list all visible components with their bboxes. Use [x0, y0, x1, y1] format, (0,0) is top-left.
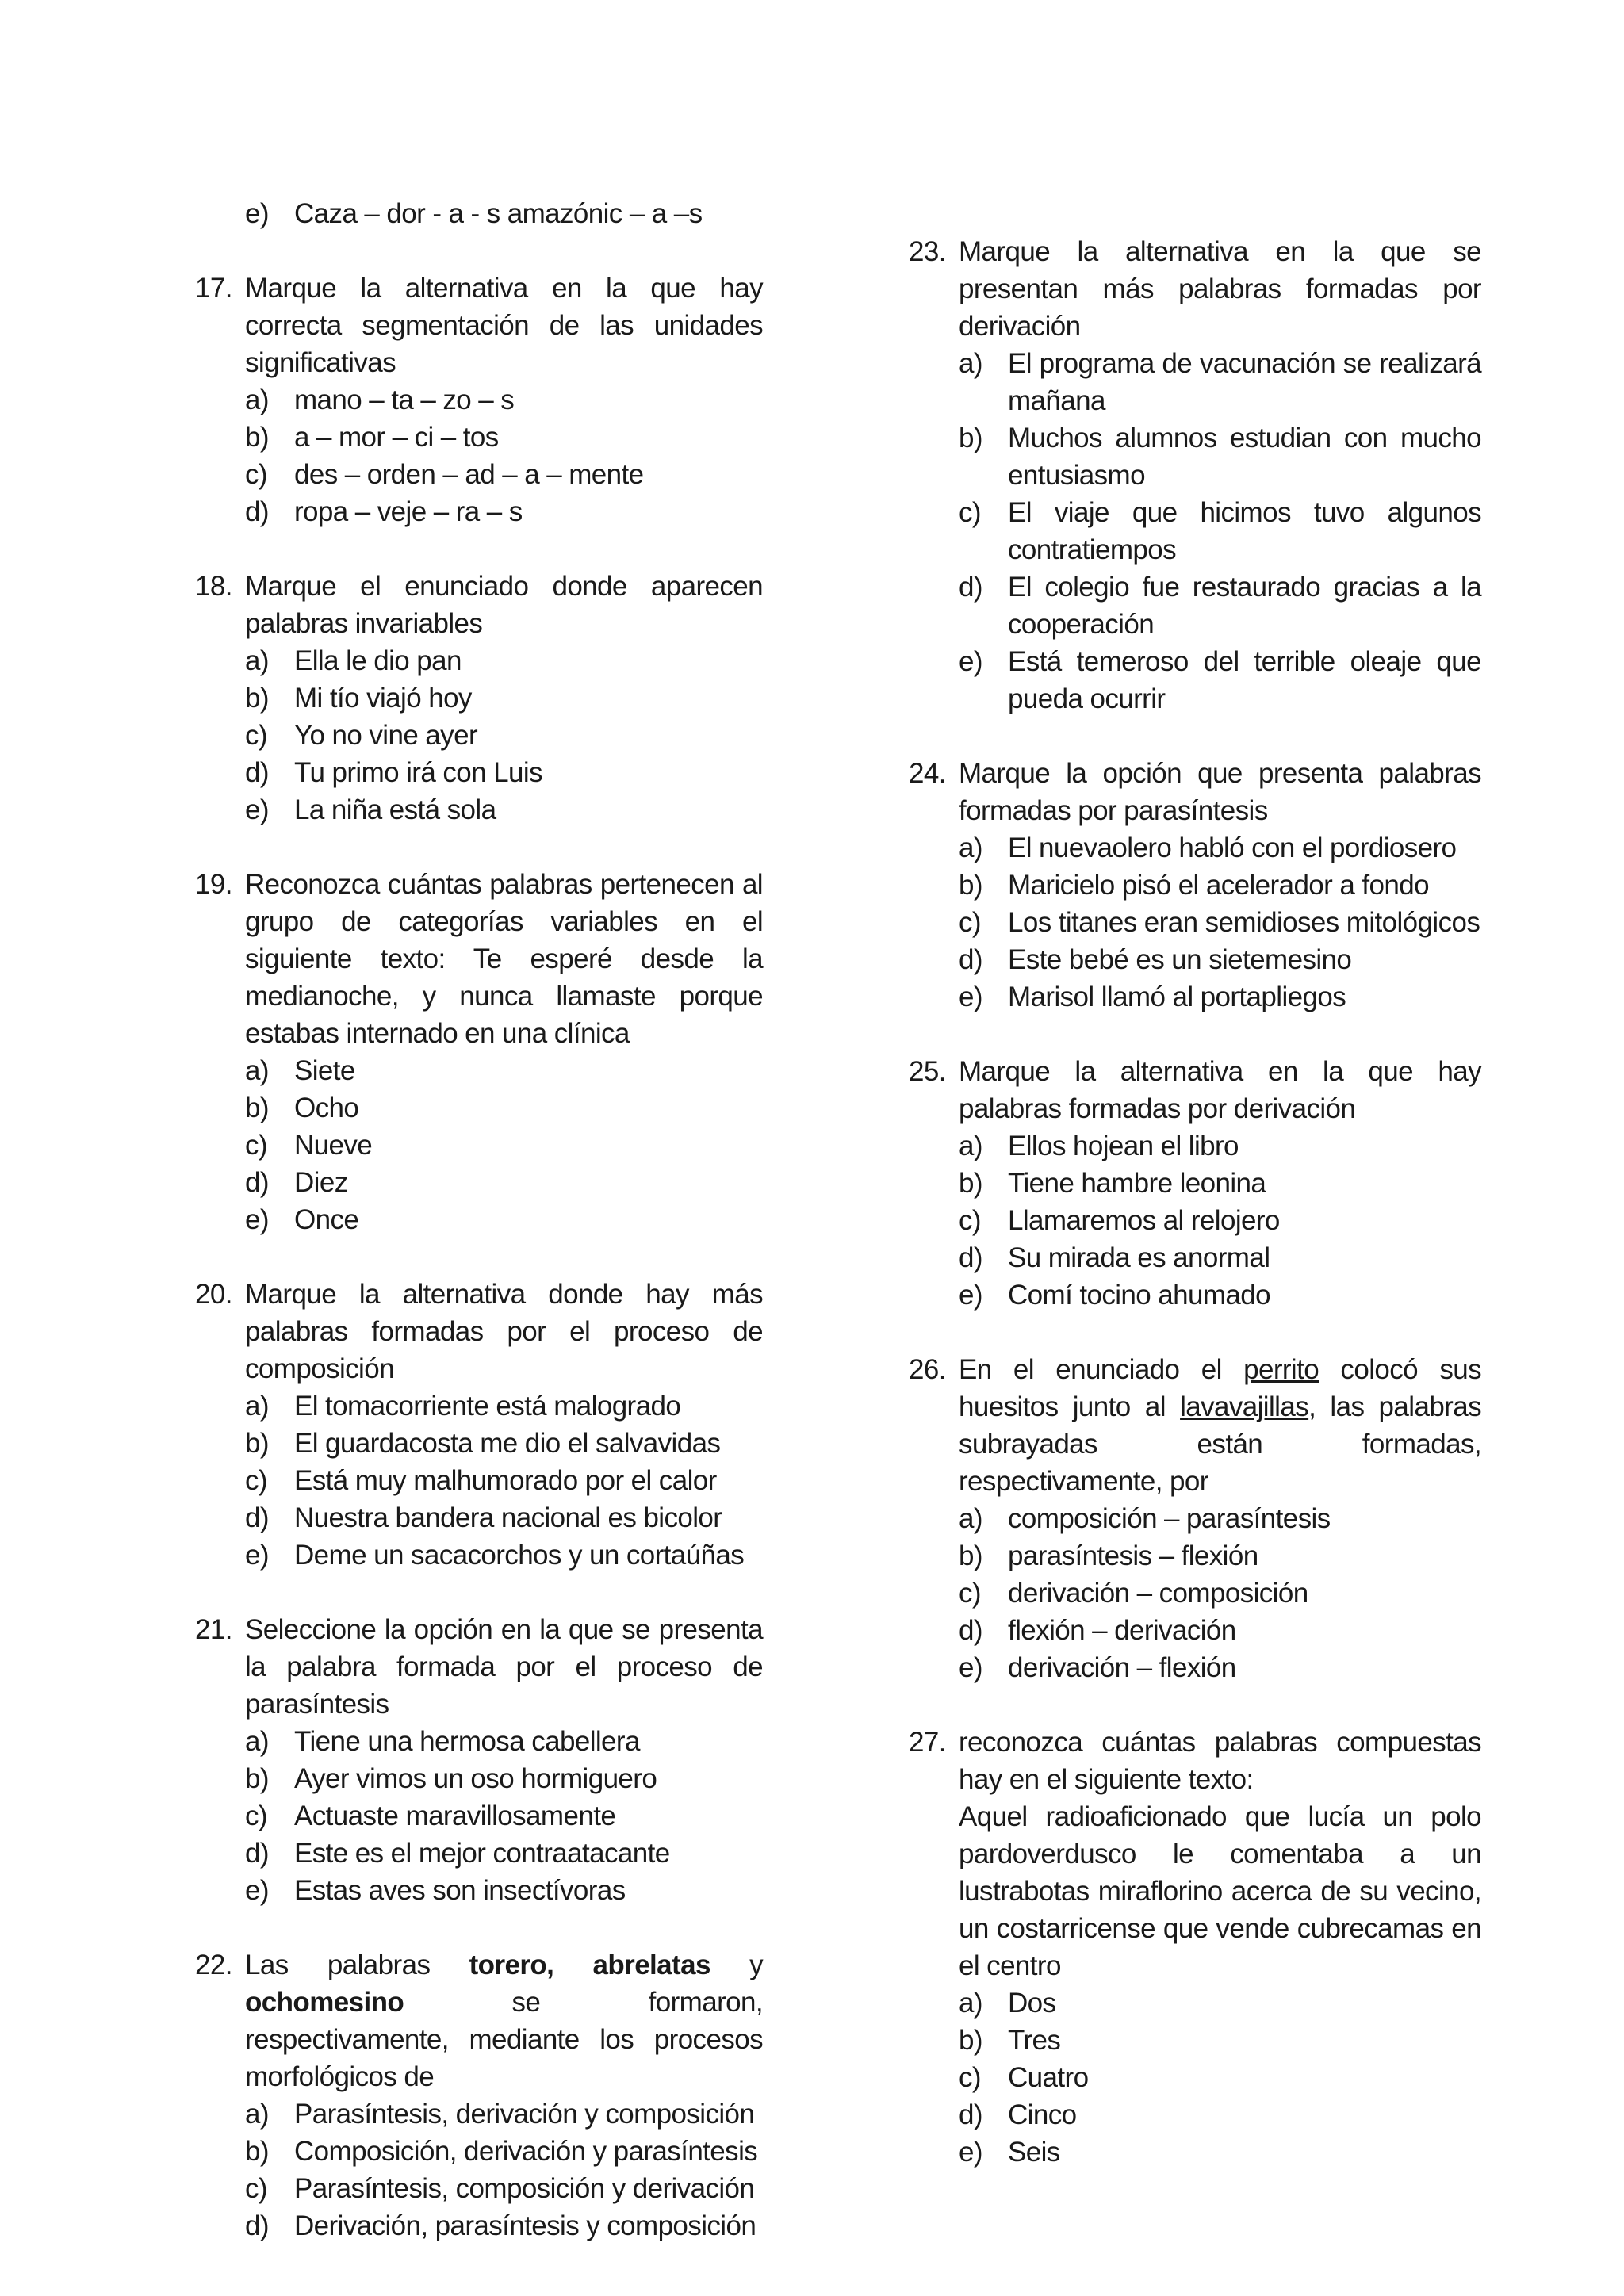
option-text: Parasíntesis, derivación y composición — [294, 2099, 755, 2130]
option — [245, 754, 763, 791]
question-number: 21. — [195, 1614, 232, 1645]
option-letter: c) — [245, 1130, 267, 1161]
option-text: Actuaste maravillosamente — [294, 1800, 616, 1831]
option-letter: c) — [959, 907, 981, 938]
option-text: mano – ta – zo – s — [294, 385, 515, 415]
option — [959, 1612, 1481, 1649]
option — [959, 1276, 1481, 1314]
option — [245, 679, 763, 717]
options-list — [959, 1984, 1481, 2171]
option-letter: e) — [245, 198, 269, 229]
question-number: 24. — [909, 758, 946, 789]
option-letter: a) — [245, 1055, 269, 1086]
option-text: ropa – veje – ra – s — [294, 496, 523, 527]
question-stem: Marque la alternativa en la que hay correcta segmentación de las unidades significativas — [245, 273, 763, 378]
option-text: Este bebé es un sietemesino — [1008, 944, 1352, 975]
option-text: Composición, derivación y parasíntesis — [294, 2136, 758, 2167]
option-letter: e) — [959, 982, 982, 1012]
option — [245, 381, 763, 419]
option-letter: e) — [245, 1540, 269, 1571]
question-22 — [195, 1946, 763, 2244]
question-number: 27. — [909, 1727, 946, 1758]
underlined-word: perrito — [1243, 1354, 1320, 1385]
option-text: flexión – derivación — [1008, 1615, 1236, 1646]
option-text: Diez — [294, 1167, 348, 1198]
option-text: Está temeroso del terrible oleaje que pueda ocurrir — [1008, 646, 1481, 714]
option-text: Yo no vine ayer — [294, 720, 477, 751]
question-17 — [195, 270, 763, 530]
option-text: Está muy malhumorado por el calor — [294, 1465, 717, 1496]
option-letter: e) — [245, 794, 269, 825]
option — [245, 1127, 763, 1164]
option — [959, 1127, 1481, 1165]
option — [959, 2022, 1481, 2059]
question-number: 23. — [909, 236, 946, 267]
stem-text: colocó sus huesitos junto al — [959, 1354, 1481, 1422]
option-letter: a) — [245, 645, 269, 676]
option-letter: d) — [959, 1615, 982, 1646]
option — [959, 1649, 1481, 1686]
option-letter: a) — [959, 1503, 982, 1534]
option-text: Tres — [1008, 2025, 1061, 2056]
option — [959, 2059, 1481, 2096]
option-letter: e) — [959, 2137, 982, 2168]
option-text: Dos — [1008, 1988, 1056, 2019]
option-letter: a) — [959, 832, 982, 863]
option-letter: e) — [959, 1652, 982, 1683]
option-letter: c) — [245, 720, 267, 751]
question-number: 19. — [195, 869, 232, 900]
option-text: Once — [294, 1204, 359, 1235]
question-25 — [909, 1053, 1481, 1314]
option — [959, 419, 1481, 494]
option-text: Ocho — [294, 1093, 359, 1123]
option-text: derivación – flexión — [1008, 1652, 1236, 1683]
option-text: Deme un sacacorchos y un cortaúñas — [294, 1540, 745, 1571]
option-letter: d) — [959, 1242, 982, 1273]
option-text: El viaje que hicimos tuvo algunos contratiempos — [1008, 497, 1481, 565]
question-23 — [909, 233, 1481, 718]
question-stem: Marque la alternativa en la que hay palabras formadas por derivación — [959, 1056, 1481, 1124]
option — [245, 419, 763, 456]
option — [245, 1760, 763, 1797]
option — [959, 643, 1481, 718]
option — [959, 494, 1481, 568]
option-letter: c) — [245, 1465, 267, 1496]
option — [959, 904, 1481, 941]
option — [959, 1165, 1481, 1202]
option-letter: e) — [959, 646, 982, 677]
option-text: Ellos hojean el libro — [1008, 1131, 1239, 1161]
option-text: Maricielo pisó el acelerador a fondo — [1008, 870, 1429, 901]
option-letter: b) — [245, 2136, 269, 2167]
option — [245, 1164, 763, 1201]
options-list — [959, 1127, 1481, 1314]
option-text: Cinco — [1008, 2099, 1077, 2130]
option-text: Nuestra bandera nacional es bicolor — [294, 1502, 722, 1533]
option — [245, 2207, 763, 2244]
question-number: 26. — [909, 1354, 946, 1385]
option-letter: a) — [245, 2099, 269, 2130]
option-text: Ayer vimos un oso hormiguero — [294, 1763, 657, 1794]
option-letter: d) — [245, 496, 269, 527]
option-text: Tu primo irá con Luis — [294, 757, 542, 788]
question-stem: reconozca cuántas palabras compuestas hay en el siguiente texto: — [959, 1727, 1481, 1795]
option-letter: a) — [245, 1391, 269, 1422]
options-list — [245, 1052, 763, 1238]
question-19 — [195, 866, 763, 1238]
option-text: La niña está sola — [294, 794, 496, 825]
option-letter: a) — [959, 1988, 982, 2019]
option-text: El colegio fue restaurado gracias a la cooperación — [1008, 572, 1481, 640]
option-text: Derivación, parasíntesis y composición — [294, 2210, 756, 2241]
option — [959, 1202, 1481, 1239]
option — [245, 2170, 763, 2207]
continuation-option — [195, 195, 763, 232]
question-stem: Reconozca cuántas palabras pertenecen al grupo de categorías variables en el siguiente texto: Te esperé desde la medianoche, y nunca llamaste porque estabas internado en una clínica — [245, 869, 763, 1049]
option-letter: d) — [959, 944, 982, 975]
option-text: El tomacorriente está malogrado — [294, 1391, 681, 1422]
question-26 — [909, 1351, 1481, 1686]
option — [245, 1499, 763, 1536]
option-letter: b) — [959, 423, 982, 453]
question-number: 20. — [195, 1279, 232, 1310]
underlined-word: lavavajillas — [1180, 1391, 1309, 1422]
option — [959, 867, 1481, 904]
option — [959, 345, 1481, 419]
option-text: Marisol llamó al portapliegos — [1008, 982, 1346, 1012]
option — [245, 1536, 763, 1574]
option — [959, 829, 1481, 867]
option — [959, 2133, 1481, 2171]
option — [245, 2133, 763, 2170]
option-letter: b) — [959, 2025, 982, 2056]
question-stem: Seleccione la opción en la que se presenta la palabra formada por el proceso de parasíntesis — [245, 1614, 763, 1720]
option-letter: a) — [245, 385, 269, 415]
option — [959, 1537, 1481, 1575]
option-letter: a) — [959, 1131, 982, 1161]
option-text: Ella le dio pan — [294, 645, 462, 676]
question-number: 25. — [909, 1056, 946, 1087]
option-text: Nueve — [294, 1130, 373, 1161]
option-letter: a) — [245, 1726, 269, 1757]
options-list — [245, 1387, 763, 1574]
option-letter: b) — [959, 870, 982, 901]
option-letter: c) — [245, 1800, 267, 1831]
option — [245, 1723, 763, 1760]
options-list — [245, 642, 763, 828]
option — [245, 1387, 763, 1425]
option-text: Tiene hambre leonina — [1008, 1168, 1266, 1199]
question-number: 22. — [195, 1950, 232, 1980]
option-text: Muchos alumnos estudian con mucho entusiasmo — [1008, 423, 1481, 491]
option-text: parasíntesis – flexión — [1008, 1540, 1258, 1571]
option-letter: d) — [245, 1502, 269, 1533]
option-letter: b) — [959, 1168, 982, 1199]
bold-word: ochomesino — [245, 1987, 404, 2018]
question-number: 17. — [195, 273, 232, 304]
question-passage: Aquel radioaficionado que lucía un polo pardoverdusco le comentaba a un lustrabotas miraflorino acerca de su vecino, un costarricense que vende cubrecamas en el centro — [959, 1801, 1481, 1981]
option-letter: d) — [245, 1167, 269, 1198]
option — [245, 1089, 763, 1127]
option — [959, 941, 1481, 978]
option-text: Este es el mejor contraatacante — [294, 1838, 670, 1869]
option — [959, 1500, 1481, 1537]
question-stem — [959, 1351, 1481, 1500]
option — [245, 1425, 763, 1462]
option-text: a – mor – ci – tos — [294, 422, 499, 453]
stem-text: y — [710, 1950, 764, 1980]
question-stem: Marque el enunciado donde aparecen palabras invariables — [245, 571, 763, 639]
question-stem: Marque la alternativa en la que se presentan más palabras formadas por derivación — [959, 236, 1481, 342]
option-letter: b) — [245, 1093, 269, 1123]
option-text: El guardacosta me dio el salvavidas — [294, 1428, 721, 1459]
question-18 — [195, 568, 763, 828]
option-letter: b) — [245, 1763, 269, 1794]
option-letter: b) — [245, 1428, 269, 1459]
option — [245, 1797, 763, 1835]
option-letter: c) — [959, 1578, 981, 1609]
option — [959, 568, 1481, 643]
bold-word: torero — [469, 1950, 547, 1980]
option-text: Tiene una hermosa cabellera — [294, 1726, 640, 1757]
question-stem — [245, 1946, 763, 2095]
bold-separator: , — [546, 1950, 593, 1980]
stem-text: se formaron, respectivamente, mediante los procesos morfológicos de — [245, 1987, 763, 2092]
right-column — [909, 233, 1481, 2208]
option-text: Llamaremos al relojero — [1008, 1205, 1280, 1236]
option-letter: c) — [959, 497, 981, 528]
option-letter: e) — [245, 1875, 269, 1906]
option-text: derivación – composición — [1008, 1578, 1308, 1609]
option — [245, 642, 763, 679]
option-letter: d) — [245, 2210, 269, 2241]
option — [245, 1201, 763, 1238]
options-list — [959, 829, 1481, 1016]
option-letter: c) — [959, 2062, 981, 2093]
options-list — [959, 1500, 1481, 1686]
option — [245, 791, 763, 828]
option-letter: c) — [245, 2173, 267, 2204]
option-text: Comí tocino ahumado — [1008, 1280, 1271, 1311]
option-text: Los titanes eran semidioses mitológicos — [1008, 907, 1480, 938]
left-column — [195, 195, 763, 2282]
option-letter: a) — [959, 348, 982, 379]
option-text: El programa de vacunación se realizará mañana — [1008, 348, 1481, 416]
option-letter: d) — [245, 757, 269, 788]
option — [245, 1052, 763, 1089]
stem-text: En el enunciado el — [959, 1354, 1244, 1385]
option-text: Caza – dor - a - s amazónic – a –s — [294, 198, 703, 229]
option-text: Mi tío viajó hoy — [294, 683, 472, 714]
option-letter: e) — [245, 1204, 269, 1235]
option — [245, 493, 763, 530]
option-text: Parasíntesis, composición y derivación — [294, 2173, 755, 2204]
option-letter: e) — [959, 1280, 982, 1311]
option — [959, 1984, 1481, 2022]
options-list — [245, 381, 763, 530]
option-text: Estas aves son insectívoras — [294, 1875, 626, 1906]
option-letter: b) — [959, 1540, 982, 1571]
option — [959, 978, 1481, 1016]
stem-text: Las palabras — [245, 1950, 469, 1980]
option — [959, 1575, 1481, 1612]
option-letter: d) — [959, 572, 982, 603]
question-20 — [195, 1276, 763, 1574]
option — [245, 1462, 763, 1499]
options-list — [245, 1723, 763, 1909]
option — [245, 717, 763, 754]
option-text: Seis — [1008, 2137, 1060, 2168]
stem-text: , las palabras subrayadas están formadas, respectivamente, por — [959, 1391, 1481, 1497]
question-stem: Marque la alternativa donde hay más palabras formadas por el proceso de composición — [245, 1279, 763, 1384]
option-text: Su mirada es anormal — [1008, 1242, 1270, 1273]
option — [245, 2095, 763, 2133]
question-27 — [909, 1724, 1481, 2171]
option — [245, 1835, 763, 1872]
option-letter: d) — [959, 2099, 982, 2130]
question-24 — [909, 755, 1481, 1016]
option — [245, 456, 763, 493]
option-letter: c) — [959, 1205, 981, 1236]
options-list — [245, 2095, 763, 2244]
options-list — [959, 345, 1481, 718]
option — [959, 2096, 1481, 2133]
question-number: 18. — [195, 571, 232, 602]
question-21 — [195, 1611, 763, 1909]
option-text: El nuevaolero habló con el pordiosero — [1008, 832, 1457, 863]
option-text: Siete — [294, 1055, 355, 1086]
option-letter: b) — [245, 683, 269, 714]
bold-word: abrelatas — [592, 1950, 710, 1980]
option — [959, 1239, 1481, 1276]
option — [245, 1872, 763, 1909]
option-letter: d) — [245, 1838, 269, 1869]
option-text: composición – parasíntesis — [1008, 1503, 1331, 1534]
question-stem: Marque la opción que presenta palabras formadas por parasíntesis — [959, 758, 1481, 826]
option-text: Cuatro — [1008, 2062, 1089, 2093]
option-letter: b) — [245, 422, 269, 453]
option-letter: c) — [245, 459, 267, 490]
option-text: des – orden – ad – a – mente — [294, 459, 644, 490]
